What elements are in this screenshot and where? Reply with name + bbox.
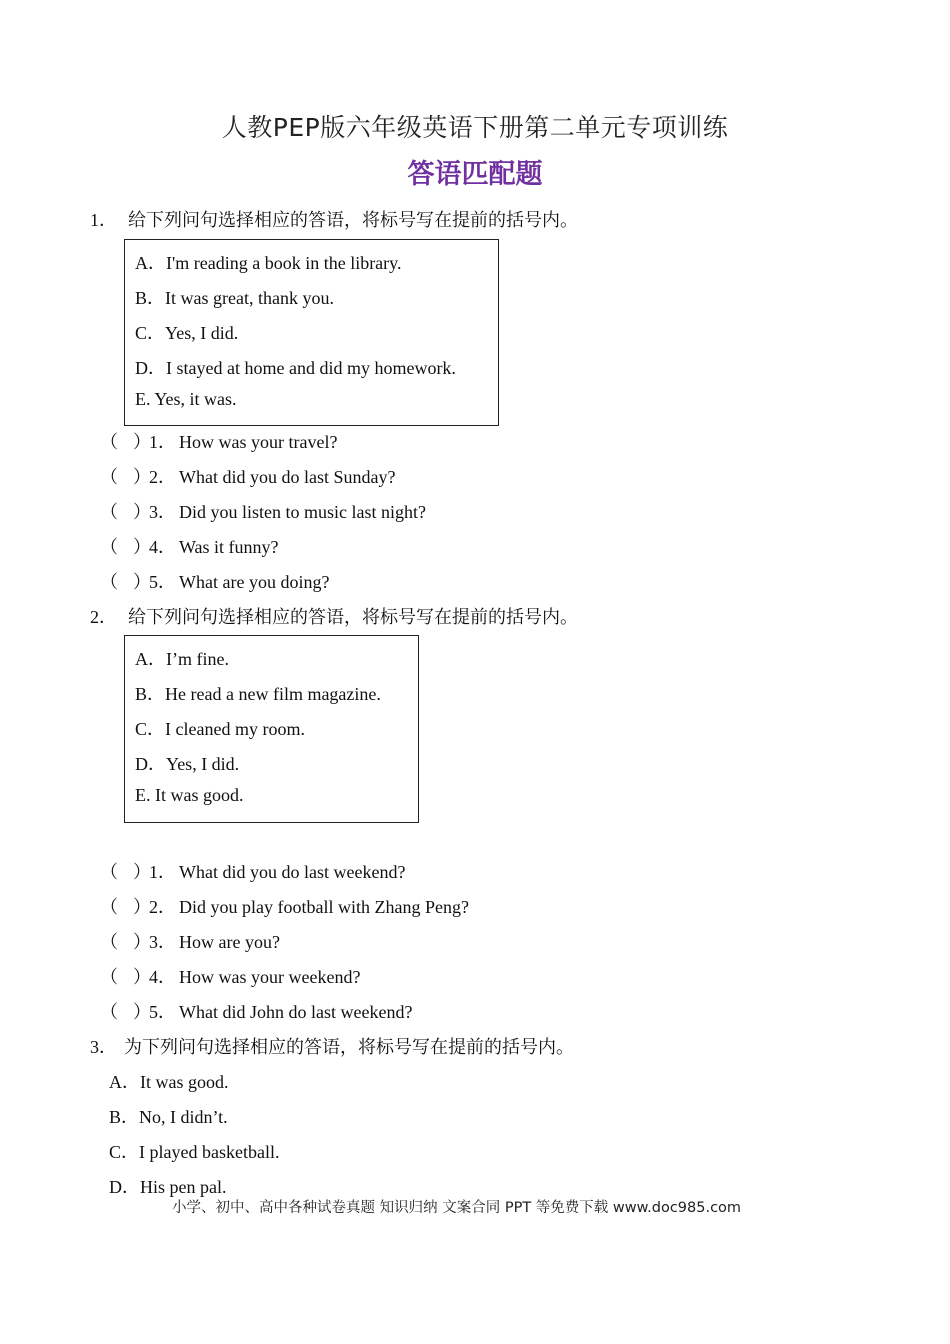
section-2-question-row: [100, 998, 412, 1024]
question-number: 3．: [149, 502, 176, 522]
section-2-options-box: [124, 635, 419, 823]
question-number: 2．: [149, 897, 176, 917]
section-2-question-row: [100, 928, 280, 954]
answer-paren-left[interactable]: （: [100, 932, 118, 952]
section-1-option: C．Yes, I did.: [135, 323, 239, 343]
question-text: What did John do last weekend?: [179, 1002, 413, 1022]
section-1-question-row: [100, 428, 337, 454]
answer-paren-left[interactable]: （: [100, 572, 118, 592]
page-subtitle: 答语匹配题: [407, 159, 543, 190]
section-2-question-row: [100, 858, 405, 884]
question-number: 4．: [149, 537, 176, 557]
answer-paren-right: ）: [133, 432, 151, 452]
question-text: What did you do last Sunday?: [179, 467, 396, 487]
answer-paren-right: ）: [133, 862, 151, 882]
question-number: 5．: [149, 572, 176, 592]
section-3-option: D．His pen pal.: [109, 1177, 227, 1197]
question-text: Did you listen to music last night?: [179, 502, 426, 522]
section-3-heading: [90, 1033, 574, 1059]
section-1-question-row: [100, 533, 279, 559]
section-2-option: A．I’m fine.: [135, 649, 229, 669]
page-title: 人教PEP版六年级英语下册第二单元专项训练: [221, 113, 729, 142]
question-number: 5．: [149, 1002, 176, 1022]
answer-paren-left[interactable]: （: [100, 1002, 118, 1022]
answer-paren-left[interactable]: （: [100, 467, 118, 487]
answer-paren-left[interactable]: （: [100, 502, 118, 522]
answer-paren-right: ）: [133, 537, 151, 557]
section-3-option: C．I played basketball.: [109, 1142, 280, 1162]
section-2-instruction: 给下列问句选择相应的答语，将标号写在提前的括号内。: [128, 607, 578, 627]
section-1-options-box: [124, 239, 499, 426]
question-number: 3．: [149, 932, 176, 952]
answer-paren-left[interactable]: （: [100, 897, 118, 917]
answer-paren-right: ）: [133, 1002, 151, 1022]
section-1-instruction: 给下列问句选择相应的答语，将标号写在提前的括号内。: [128, 210, 578, 230]
section-2-question-row: [100, 963, 360, 989]
answer-paren-right: ）: [133, 502, 151, 522]
answer-paren-right: ）: [133, 897, 151, 917]
section-1-question-row: [100, 498, 426, 524]
question-text: Was it funny?: [179, 537, 279, 557]
answer-paren-right: ）: [133, 467, 151, 487]
section-2-question-row: [100, 893, 469, 919]
section-3-instruction: 为下列问句选择相应的答语，将标号写在提前的括号内。: [124, 1037, 574, 1057]
question-number: 2．: [149, 467, 176, 487]
section-2-option: D．Yes, I did.: [135, 754, 240, 774]
question-text: What did you do last weekend?: [179, 862, 406, 882]
question-number: 4．: [149, 967, 176, 987]
section-2-option: B．He read a new film magazine.: [135, 684, 381, 704]
section-2-number: 2．: [90, 607, 117, 627]
section-3-option: A．It was good.: [109, 1072, 229, 1092]
answer-paren-right: ）: [133, 967, 151, 987]
section-1-heading: [90, 206, 578, 232]
answer-paren-left[interactable]: （: [100, 432, 118, 452]
section-1-option: D．I stayed at home and did my homework.: [135, 358, 456, 378]
section-1-question-row: [100, 568, 329, 594]
answer-paren-right: ）: [133, 572, 151, 592]
section-1-question-row: [100, 463, 395, 489]
section-1-option: E. Yes, it was.: [135, 389, 237, 409]
section-2-heading: [90, 603, 578, 629]
section-1-option: B．It was great, thank you.: [135, 288, 334, 308]
section-3-number: 3．: [90, 1037, 117, 1057]
answer-paren-right: ）: [133, 932, 151, 952]
section-2-option: E. It was good.: [135, 785, 244, 805]
question-text: How are you?: [179, 932, 280, 952]
section-3-option: B．No, I didn’t.: [109, 1107, 228, 1127]
section-1-option: A．I'm reading a book in the library.: [135, 253, 402, 273]
question-number: 1．: [149, 432, 176, 452]
footer-watermark: 小学、初中、高中各种试卷真题 知识归纳 文案合同 PPT 等免费下载 www.doc985.com: [172, 1200, 742, 1216]
answer-paren-left[interactable]: （: [100, 537, 118, 557]
section-1-number: 1．: [90, 210, 117, 230]
question-text: How was your travel?: [179, 432, 338, 452]
answer-paren-left[interactable]: （: [100, 862, 118, 882]
question-text: What are you doing?: [179, 572, 330, 592]
question-text: How was your weekend?: [179, 967, 361, 987]
answer-paren-left[interactable]: （: [100, 967, 118, 987]
section-2-option: C．I cleaned my room.: [135, 719, 305, 739]
question-number: 1．: [149, 862, 176, 882]
question-text: Did you play football with Zhang Peng?: [179, 897, 469, 917]
